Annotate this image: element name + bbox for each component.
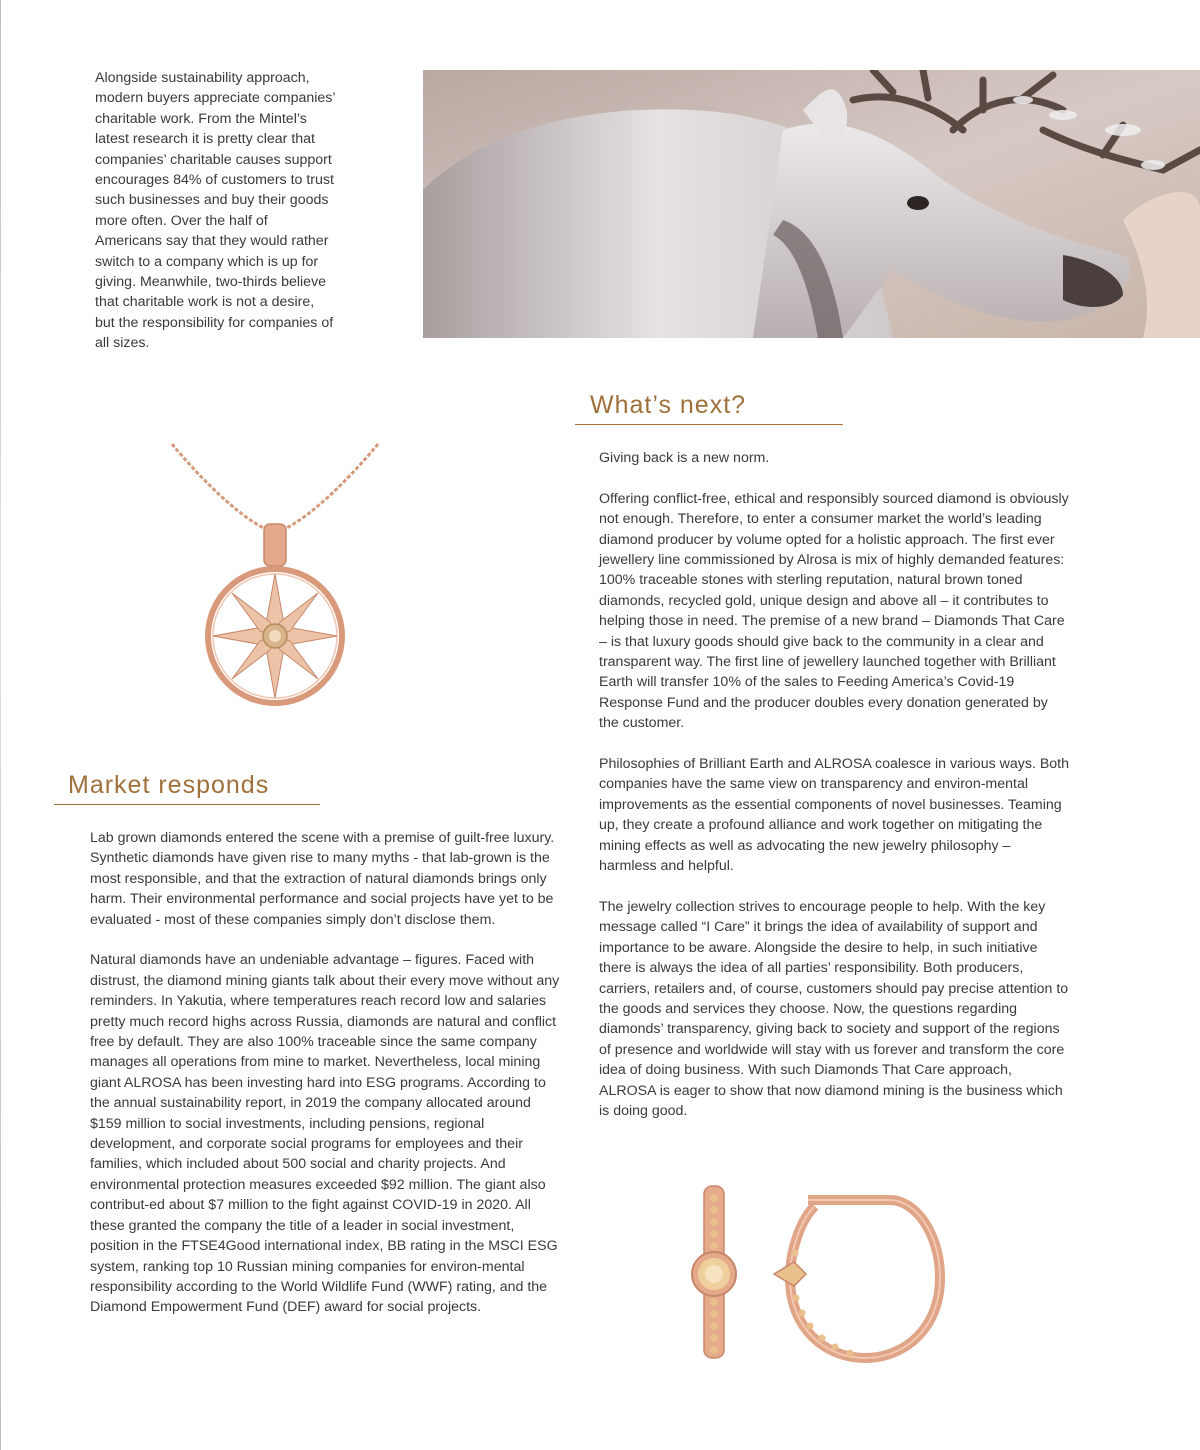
market-responds-paragraph-1: Lab grown diamonds entered the scene with a premise of guilt-free luxury. Synthetic diamonds have given rise to many myths - that lab-grown is the most responsible, and that the extraction of natural diamonds brings only harm. Their environmental performance and social projects have yet to be evaluated - most of these companies simply don’t disclose them. xyxy=(90,830,555,928)
hoop-earrings-image xyxy=(690,1178,960,1368)
whats-next-paragraph-3: Philosophies of Brilliant Earth and ALROSA coalesce in various ways. Both companies have the same view on transparency and environ-mental improvements as the essential components of novel businesses. Teaming up, they create a profound alliance and work together on mitigating the mining effects as well as advocating the new jewelry philosophy – harmless and helpful. xyxy=(599,756,1070,875)
reindeer-photo xyxy=(423,70,1200,338)
market-responds-paragraph-2: Natural diamonds have an undeniable advantage – figures. Faced with distrust, the diamond mining giants talk about their every move without any reminders. In Yakutia, where temperatures reach record low and salaries pretty much record highs across Russia, diamonds are natural and conflict free by default. They are also 100% traceable since the same company manages all operations from mine to market. Nevertheless, local mining giant ALROSA has been investing hard into ESG programs. According to the annual sustainability report, in 2019 the company allocated around $159 million to social investments, including pensions, regional development, and corporate social programs for employees and their families, which included about 500 social and charity projects. And environmental protection measures exceeded $92 million. The giant also contribut-ed about $7 million to the fight against COVID-19 in 2020. All these granted the company the title of a leader in social investment, position in the FTSE4Good international index, BB rating in the MSCI ESG system, ranking top 10 Russian mining companies for environ-mental responsibility according to the World Wildlife Fund (WWF) rating, and the Diamond Empowerment Fund (DEF) award for social projects. xyxy=(90,952,560,1316)
whats-next-heading-text: What’s next? xyxy=(590,391,747,419)
intro-paragraph: Alongside sustainability approach, modern buyers appreciate companies’ charitable work. From the Mintel’s latest research it is pretty clear that companies’ charitable causes support encourages 84% of customers to trust such businesses and buy their goods more often. Over the half of Americans say that they would rather switch to a company which is up for giving. Meanwhile, two-thirds believe that charitable work is not a desire, but the responsibility for companies of all sizes. xyxy=(95,70,336,352)
whats-next-paragraph-4: The jewelry collection strives to encourage people to help. With the key message called “I Care” it brings the idea of availability of support and importance to be aware. Alongside the desire to help, in such initiative there is always the idea of all parties’ responsibility. Both producers, carriers, retailers and, of course, customers should pay precise attention to the goods and services they choose. Now, the questions regarding diamonds’ transparency, giving back to society and support of the regions of presence and worldwide will stay with us forever and transform the core idea of doing business. With such Diamonds That Care approach, ALROSA is eager to show that now diamond mining is the business which is doing good. xyxy=(599,898,1069,1119)
page-edge-rule xyxy=(0,0,1,1450)
market-responds-heading-text: Market responds xyxy=(68,771,270,799)
star-pendant-image xyxy=(160,438,388,738)
whats-next-paragraph-2: Offering conflict-free, ethical and responsibly sourced diamond is obviously not enough. Therefore, to enter a consumer market the world’s leading diamond producer by volume opted for a holistic approach. The first ever jewellery line commissioned by Alrosa is mix of highly demanded features: 100% traceable stones with sterling reputation, natural brown toned diamonds, recycled gold, unique design and above all – it contributes to helping those in need. The premise of a new brand – Diamonds That Care – is that luxury goods should give back to the community in a clear and transparent way. The first line of jewellery launched together with Brilliant Earth will transfer 10% of the sales to Feeding America’s Covid-19 Response Fund and the producer doubles every donation generated by the customer. xyxy=(599,490,1069,732)
market-responds-heading xyxy=(68,770,269,802)
market-responds-underline xyxy=(54,804,320,806)
whats-next-heading xyxy=(590,390,746,422)
market-responds-column xyxy=(90,828,560,1338)
whats-next-column xyxy=(599,448,1069,1142)
whats-next-paragraph-1: Giving back is a new norm. xyxy=(599,450,770,466)
whats-next-underline xyxy=(575,424,843,426)
